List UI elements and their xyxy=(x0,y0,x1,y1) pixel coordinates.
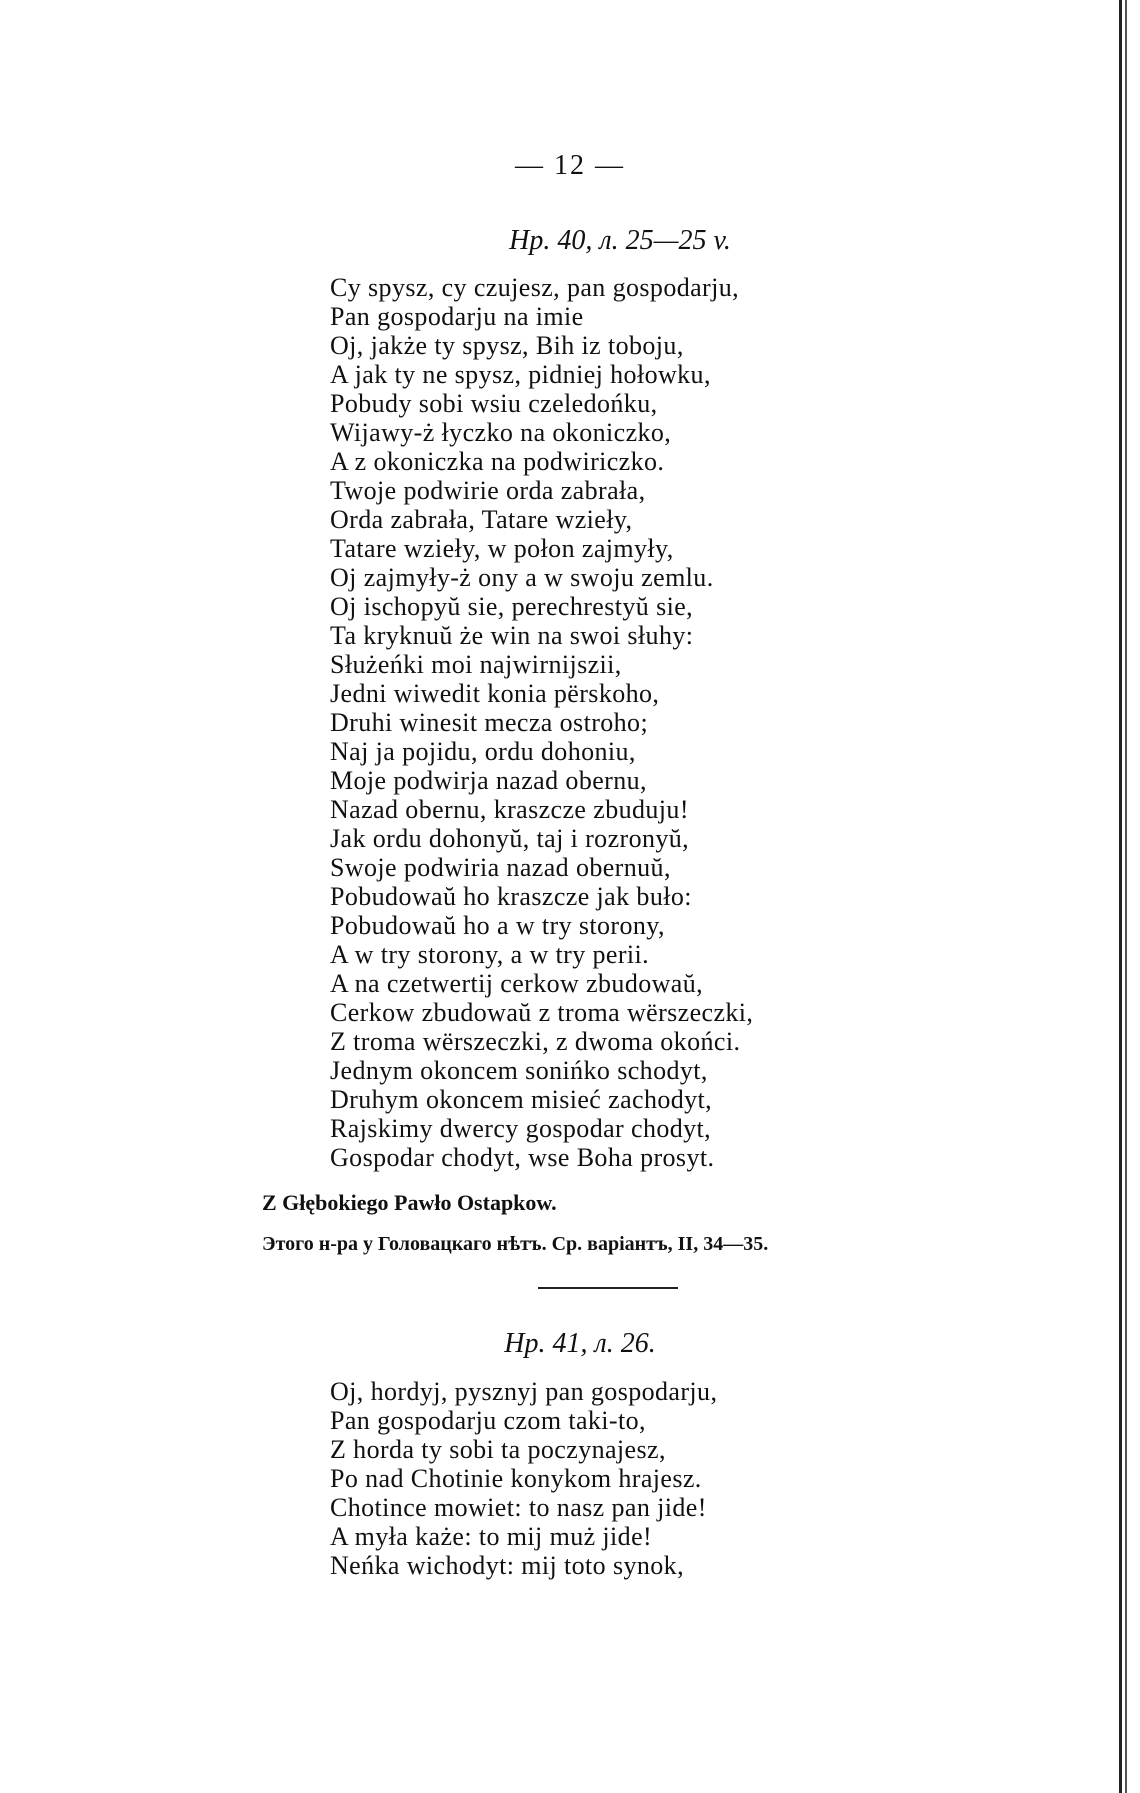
verse-line: Pobudowaŭ ho kraszcze jak buło: xyxy=(330,882,692,911)
page-edge-line-inner xyxy=(1125,0,1127,1793)
verse-line: Oj ischopyŭ sie, perechrestyŭ sie, xyxy=(330,592,694,621)
verse-line: Rajskimy dwercy gospodar chodyt, xyxy=(330,1114,712,1143)
verse-line: A myła każe: to mij muż jide! xyxy=(330,1522,653,1551)
verse-line: Oj zajmyły-ż ony a w swoju zemlu. xyxy=(330,563,714,592)
verse-line: Moje podwirja nazad obernu, xyxy=(330,766,647,795)
verse-line: Orda zabrała, Tatare wzieły, xyxy=(330,505,633,534)
verse-block-1 xyxy=(330,273,753,1172)
verse-line: Jednym okoncem sonińko schodyt, xyxy=(330,1056,708,1085)
verse-line: A w try storony, a w try perii. xyxy=(330,940,650,969)
verse-line: Pobudy sobi wsiu czeledońku, xyxy=(330,389,658,418)
verse-line: Z horda ty sobi ta poczynajesz, xyxy=(330,1435,666,1464)
verse-line: Naj ja pojidu, ordu dohoniu, xyxy=(330,737,636,766)
verse-line: A na czetwertij cerkow zbudowaŭ, xyxy=(330,969,704,998)
verse-line: Druhi winesit mecza ostroho; xyxy=(330,708,649,737)
verse-line: Chotince mowiet: to nasz pan jide! xyxy=(330,1493,707,1522)
verse-line: Cerkow zbudowaŭ z troma wërszeczki, xyxy=(330,998,754,1027)
verse-line: Pan gospodarju na imie xyxy=(330,302,584,331)
verse-line: Twoje podwirie orda zabrała, xyxy=(330,476,646,505)
verse-line: Ta kryknuŭ że win na swoi słuhy: xyxy=(330,621,694,650)
section-heading-1: Hp. 40, л. 25—25 v. xyxy=(509,225,731,256)
verse-line: Nazad obernu, kraszcze zbuduju! xyxy=(330,795,689,824)
verse-line: Po nad Chotinie konykom hrajesz. xyxy=(330,1464,702,1493)
verse-block-2 xyxy=(330,1377,717,1580)
verse-line: A jak ty ne spysz, pidniej hołowku, xyxy=(330,360,711,389)
source-note: Z Głębokiego Pawło Ostapkow. xyxy=(262,1190,557,1215)
verse-line: Tatare wzieły, w połon zajmyły, xyxy=(330,534,674,563)
verse-line: Druhym okoncem misieć zachodyt, xyxy=(330,1085,713,1114)
page-edge-line xyxy=(1119,0,1122,1793)
verse-line: Pobudowaŭ ho a w try storony, xyxy=(330,911,665,940)
reference-note: Этого н-ра у Головацкаго нѣтъ. Ср. варіантъ, II, 34—35. xyxy=(262,1233,769,1255)
verse-line: Swoje podwiria nazad obernuŭ, xyxy=(330,853,671,882)
verse-line: Służeńki moi najwirnijszii, xyxy=(330,650,622,679)
verse-line: Pan gospodarju czom taki-to, xyxy=(330,1406,646,1435)
section-divider xyxy=(538,1287,678,1289)
verse-line: Jak ordu dohonyŭ, taj i rozronyŭ, xyxy=(330,824,690,853)
verse-line: Cy spysz, cy czujesz, pan gospodarju, xyxy=(330,273,740,302)
section-heading-2: Hp. 41, л. 26. xyxy=(504,1328,656,1359)
page-number: — 12 — xyxy=(515,150,625,181)
verse-line: Wijawy-ż łyczko na okoniczko, xyxy=(330,418,672,447)
verse-line: Oj, hordyj, pysznyj pan gospodarju, xyxy=(330,1377,718,1406)
verse-line: Neńka wichodyt: mij toto synok, xyxy=(330,1551,684,1580)
verse-line: Z troma wërszeczki, z dwoma okońci. xyxy=(330,1027,741,1056)
verse-line: Gospodar chodyt, wse Boha prosyt. xyxy=(330,1143,715,1172)
verse-line: Oj, jakże ty spysz, Bih iz toboju, xyxy=(330,331,684,360)
verse-line: A z okoniczka na podwiriczko. xyxy=(330,447,665,476)
verse-line: Jedni wiwedit konia përskoho, xyxy=(330,679,660,708)
